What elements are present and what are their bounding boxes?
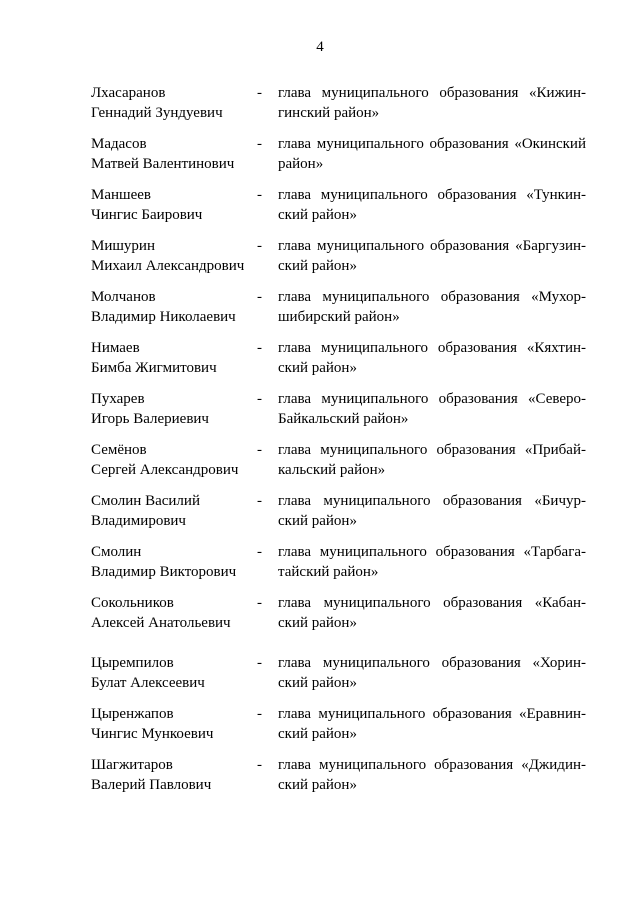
position-line-1: глава муниципального образования «Мухор- [278, 289, 586, 305]
surname: Маншеев [91, 187, 151, 203]
given-name: Михаил Александрович [91, 258, 245, 274]
dash: - [257, 391, 262, 407]
surname: Лхасаранов [91, 85, 166, 101]
dash: - [257, 85, 262, 101]
given-name: Бимба Жигмитович [91, 360, 217, 376]
person-name [91, 236, 253, 276]
surname: Шагжитаров [91, 757, 173, 773]
position-description [278, 704, 586, 744]
given-name: Владимир Викторович [91, 564, 237, 580]
position-description [278, 542, 586, 582]
person-name [91, 134, 253, 174]
position-description [278, 236, 586, 276]
person-name [91, 491, 253, 531]
position-line-1: глава муниципального образования «Бичур- [278, 493, 586, 509]
list-item [91, 83, 586, 123]
position-description [278, 755, 586, 795]
dash: - [257, 442, 262, 458]
position-line-2: шибирский район» [278, 309, 400, 325]
position-line-1: глава муниципального образования «Северо- [278, 391, 586, 407]
surname: Мишурин [91, 238, 155, 254]
dash: - [257, 655, 262, 671]
position-line-2: кальский район» [278, 462, 386, 478]
position-line-2: район» [278, 156, 324, 172]
position-line-2: ский район» [278, 207, 357, 223]
position-line-2: ский район» [278, 513, 357, 529]
given-name: Сергей Александрович [91, 462, 239, 478]
given-name: Чингис Баирович [91, 207, 203, 223]
position-line-1: глава муниципального образования «Кижин- [278, 85, 586, 101]
dash: - [257, 238, 262, 254]
position-line-2: ский район» [278, 675, 357, 691]
surname: Молчанов [91, 289, 156, 305]
dash: - [257, 595, 262, 611]
position-description [278, 491, 586, 531]
list-item [91, 236, 586, 276]
given-name: Геннадий Зундуевич [91, 105, 223, 121]
given-name: Чингис Мункоевич [91, 726, 214, 742]
dash: - [257, 187, 262, 203]
surname: Сокольников [91, 595, 174, 611]
list-item [91, 491, 586, 531]
position-description [278, 185, 586, 225]
position-line-1: глава муниципального образования «Кяхтин- [278, 340, 586, 356]
person-name [91, 83, 253, 123]
given-name: Валерий Павлович [91, 777, 212, 793]
person-name [91, 593, 253, 633]
page-number: 4 [316, 39, 324, 55]
list-item [91, 755, 586, 795]
position-description [278, 287, 586, 327]
person-name [91, 287, 253, 327]
position-line-1: глава муниципального образования «Хорин- [278, 655, 586, 671]
position-line-1: глава муниципального образования «Еравнин- [278, 706, 586, 722]
surname: Семёнов [91, 442, 147, 458]
position-line-1: глава муниципального образования «Окинский [278, 136, 586, 152]
position-line-2: ский район» [278, 360, 357, 376]
list-item [91, 134, 586, 174]
given-name: Владимир Николаевич [91, 309, 236, 325]
position-line-1: глава муниципального образования «Тункин- [278, 187, 586, 203]
position-line-1: глава муниципального образования «Баргузин- [278, 238, 586, 254]
list-item [91, 542, 586, 582]
given-name: Владимирович [91, 513, 186, 529]
list-item [91, 389, 586, 429]
position-line-1: глава муниципального образования «Тарбага- [278, 544, 586, 560]
dash: - [257, 544, 262, 560]
person-name [91, 440, 253, 480]
dash: - [257, 289, 262, 305]
given-name: Матвей Валентинович [91, 156, 235, 172]
position-description [278, 653, 586, 693]
list-item [91, 653, 586, 693]
surname: Смолин Василий [91, 493, 200, 509]
position-line-2: тайский район» [278, 564, 379, 580]
surname: Мадасов [91, 136, 147, 152]
position-line-1: глава муниципального образования «Джидин- [278, 757, 586, 773]
position-line-2: ский район» [278, 726, 357, 742]
list-item [91, 704, 586, 744]
person-name [91, 338, 253, 378]
position-line-1: глава муниципального образования «Прибай- [278, 442, 586, 458]
list-item [91, 440, 586, 480]
dash: - [257, 493, 262, 509]
surname: Пухарев [91, 391, 145, 407]
position-description [278, 440, 586, 480]
list-item [91, 338, 586, 378]
dash: - [257, 136, 262, 152]
person-name [91, 389, 253, 429]
position-line-2: ский район» [278, 615, 357, 631]
position-description [278, 593, 586, 633]
list-item [91, 593, 586, 633]
given-name: Игорь Валериевич [91, 411, 209, 427]
list-item [91, 287, 586, 327]
person-name [91, 185, 253, 225]
person-name [91, 542, 253, 582]
position-description [278, 389, 586, 429]
position-description [278, 338, 586, 378]
position-line-1: глава муниципального образования «Кабан- [278, 595, 586, 611]
position-description [278, 134, 586, 174]
position-line-2: ский район» [278, 777, 357, 793]
dash: - [257, 706, 262, 722]
surname: Цыремпилов [91, 655, 174, 671]
person-name [91, 704, 253, 744]
position-line-2: гинский район» [278, 105, 380, 121]
surname: Смолин [91, 544, 142, 560]
dash: - [257, 340, 262, 356]
surname: Цыренжапов [91, 706, 174, 722]
position-line-2: Байкальский район» [278, 411, 409, 427]
surname: Нимаев [91, 340, 140, 356]
list-item [91, 185, 586, 225]
given-name: Алексей Анатольевич [91, 615, 231, 631]
position-line-2: ский район» [278, 258, 357, 274]
position-description [278, 83, 586, 123]
dash: - [257, 757, 262, 773]
person-name [91, 755, 253, 795]
entry-list [91, 83, 586, 806]
given-name: Булат Алексеевич [91, 675, 205, 691]
person-name [91, 653, 253, 693]
